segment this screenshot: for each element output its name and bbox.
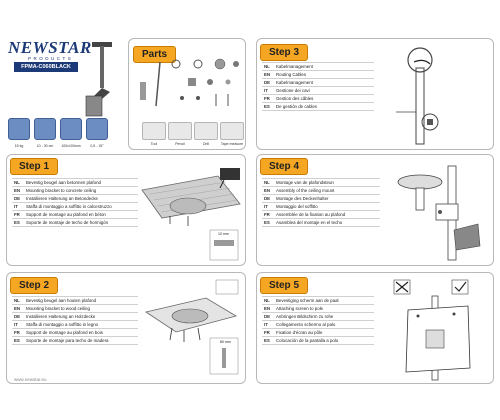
instruction-text: Staffa di montaggio a soffitto in calcestruzzo: [24, 203, 138, 211]
spec-label: 0,5 - 15°: [90, 144, 104, 148]
tool-label: Tape measure: [220, 142, 244, 146]
step-5-title: Step 5: [260, 277, 308, 294]
lang-code: ES: [262, 103, 274, 111]
model-number: FPMA-C060BLACK: [14, 62, 78, 72]
pencil-icon: [168, 122, 192, 140]
step-4-title: Step 4: [260, 158, 308, 175]
lang-code: IT: [12, 203, 24, 211]
lang-code: DE: [12, 195, 24, 203]
lang-code: NL: [262, 179, 274, 187]
instruction-text: Montaggio del soffitto: [274, 203, 380, 211]
step-2-illustration: [140, 276, 244, 382]
tool-label: Pencil: [175, 142, 185, 146]
lang-code: DE: [262, 313, 274, 321]
spec-label: 15 kg: [14, 144, 24, 148]
lang-code: IT: [262, 321, 274, 329]
instruction-text: Asamblea del montaje en el techo: [274, 219, 380, 227]
lang-code: IT: [12, 321, 24, 329]
lang-code: DE: [262, 79, 274, 87]
parts-illustration: [132, 58, 244, 112]
instruction-text: Fixation d'écran au pôle: [274, 329, 374, 337]
step-2-title: Step 2: [10, 277, 58, 294]
step-5-instructions: [262, 296, 374, 345]
instruction-text: Assembly of the ceiling mount: [274, 187, 380, 195]
instruction-text: Soporte de montaje para techo de madera: [24, 337, 138, 345]
step-3-illustration: [380, 42, 490, 147]
step-2-instructions: [12, 296, 138, 345]
instruction-text: Bevestiging scherm aan de paal: [274, 297, 374, 305]
tape-measure-icon: [220, 122, 244, 140]
step-1-illustration: [140, 160, 244, 264]
instruction-text: Bevestig beugel aan houten plafond: [24, 297, 138, 305]
product-illustration: [80, 40, 125, 120]
lang-code: FR: [12, 329, 24, 337]
step-3-instructions: [262, 62, 374, 111]
lang-code: FR: [262, 95, 274, 103]
instruction-text: Montage van de plafondsteun: [274, 179, 380, 187]
spec-label: 100x100mm: [61, 144, 81, 148]
lang-code: NL: [12, 297, 24, 305]
lang-code: EN: [12, 187, 24, 195]
lang-code: IT: [262, 203, 274, 211]
lang-code: IT: [262, 87, 274, 95]
height-icon: [34, 118, 56, 140]
tool-label: Tool: [150, 142, 158, 146]
instruction-text: Colocación de la pantalla a polo: [274, 337, 374, 345]
step-4-instructions: [262, 178, 380, 227]
tool-label: Drill: [202, 142, 210, 146]
lang-code: ES: [12, 219, 24, 227]
brand-name: NEWSTAR: [8, 38, 92, 57]
instruction-text: Kabelmanagement: [274, 63, 374, 71]
instruction-text: Assemblée de la fixation au plafond: [274, 211, 380, 219]
lang-code: NL: [262, 297, 274, 305]
lang-code: EN: [262, 187, 274, 195]
step-2-dimension: 80 mm: [220, 340, 231, 344]
step-1-dimension: 10 mm: [218, 232, 229, 236]
instruction-text: Routing Cables: [274, 71, 374, 79]
instruction-text: De gestión de cables: [274, 103, 374, 111]
lang-code: FR: [12, 211, 24, 219]
lang-code: FR: [262, 329, 274, 337]
lang-code: EN: [12, 305, 24, 313]
vesa-icon: [60, 118, 82, 140]
instruction-text: Staffa di montaggio a soffitto in legno: [24, 321, 138, 329]
lang-code: ES: [262, 337, 274, 345]
weight-icon: [8, 118, 30, 140]
drill-icon: [142, 122, 166, 140]
lang-code: NL: [12, 179, 24, 187]
instruction-text: Collegamento schermo al palo: [274, 321, 374, 329]
instruction-text: Kabelmanagement: [274, 79, 374, 87]
lang-code: NL: [262, 63, 274, 71]
lang-code: EN: [262, 305, 274, 313]
drill-bit-icon: [194, 122, 218, 140]
lang-code: EN: [262, 71, 274, 79]
tilt-icon: [86, 118, 108, 140]
step-5-illustration: [378, 276, 490, 382]
instruction-text: Installieren Halterung an Holzdecke: [24, 313, 138, 321]
lang-code: DE: [12, 313, 24, 321]
instruction-text: Mounting bracket to wood ceiling: [24, 305, 138, 313]
step-1-instructions: [12, 178, 138, 227]
instruction-text: Bevestig beugel aan betonnen plafond: [24, 179, 138, 187]
step-3-title: Step 3: [260, 44, 308, 61]
brand-subtitle: PRODUCTS: [28, 56, 74, 61]
lang-code: FR: [262, 211, 274, 219]
spec-label: 10 - 30 cm: [36, 144, 54, 148]
instruction-text: Anbringen Bildschirm zu rohe: [274, 313, 374, 321]
instruction-text: Mounting bracket to concrete ceiling: [24, 187, 138, 195]
step-1-title: Step 1: [10, 158, 58, 175]
footer-url[interactable]: www.newstar.eu: [14, 377, 47, 382]
instruction-text: Support de montage au plafond en bois: [24, 329, 138, 337]
instruction-text: Attaching screen to pole: [274, 305, 374, 313]
lang-code: DE: [262, 195, 274, 203]
instruction-text: Montage des Deckenhalter: [274, 195, 380, 203]
instruction-text: Gestione dei cavi: [274, 87, 374, 95]
instruction-text: Support de montage au plafond en béton: [24, 211, 138, 219]
parts-title: Parts: [133, 46, 176, 63]
lang-code: ES: [12, 337, 24, 345]
instruction-text: Soporte de montaje de techo de hormigón: [24, 219, 138, 227]
instruction-text: Gestion des câbles: [274, 95, 374, 103]
lang-code: ES: [262, 219, 274, 227]
instruction-text: Installieren Halterung an Betondecke: [24, 195, 138, 203]
step-4-illustration: [384, 160, 490, 264]
